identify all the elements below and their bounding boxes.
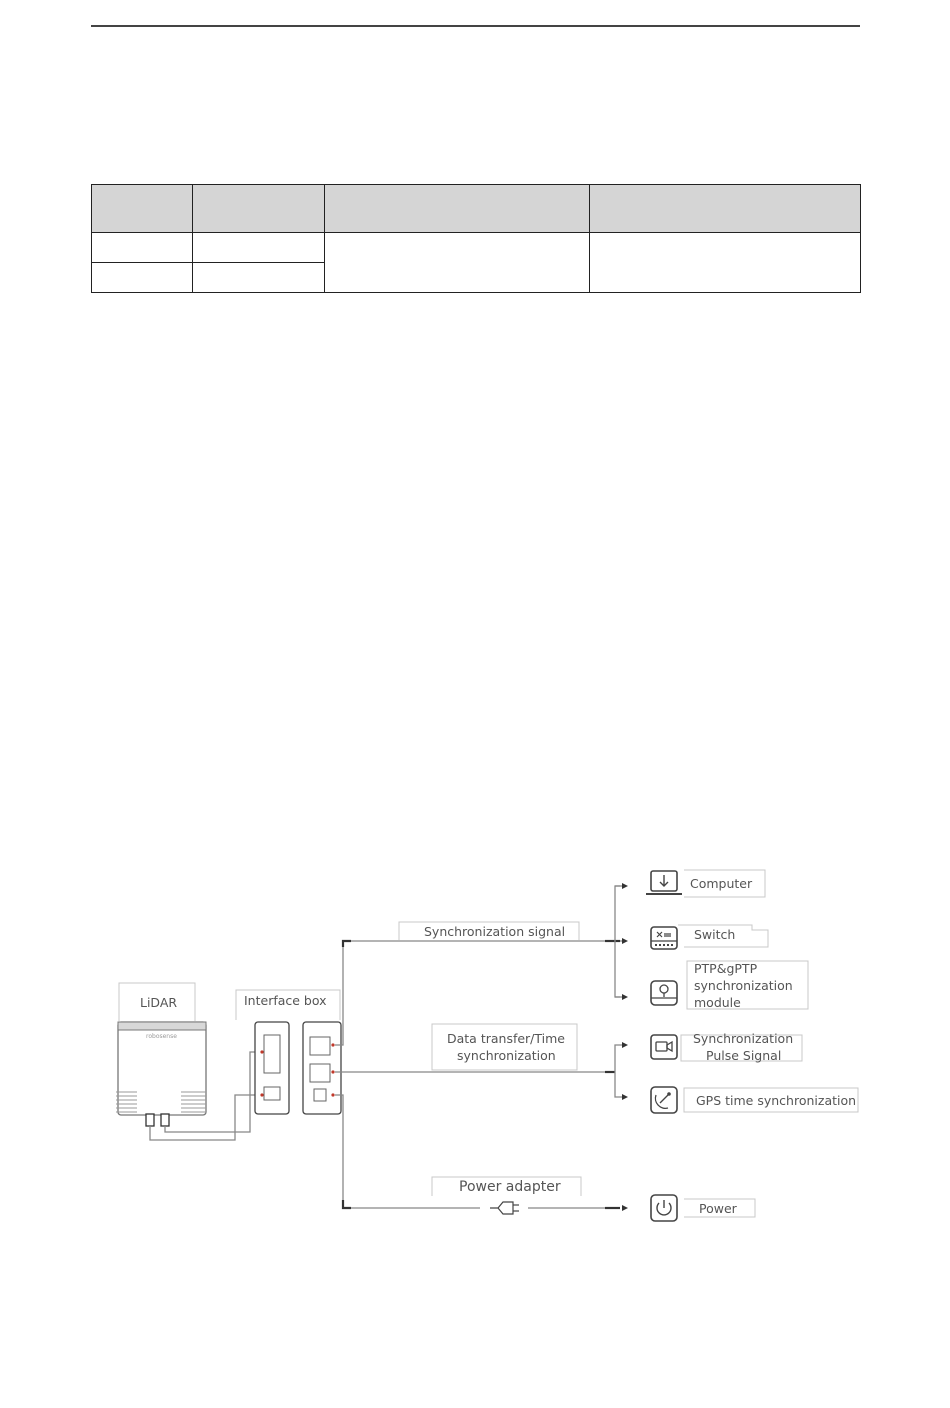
- sync-signal-label-box: [399, 922, 579, 940]
- data-transfer-label-line1: Data transfer/Time: [447, 1031, 565, 1046]
- ptp-module-icon: [651, 981, 677, 1005]
- ptp-label-line2: synchronization: [694, 978, 793, 993]
- switch-label-box: [678, 925, 768, 947]
- computer-icon: [646, 871, 682, 894]
- interface-box: [255, 1022, 341, 1114]
- interface-box-label: Interface box: [244, 993, 327, 1008]
- sync-pulse-label-line2: Pulse Signal: [706, 1048, 782, 1063]
- power-adapter-label-box: [432, 1177, 581, 1196]
- ptp-label-box: [687, 961, 808, 1010]
- satellite-icon: [651, 1087, 677, 1113]
- lidar-brand-text: robosense: [146, 1033, 177, 1040]
- plug-icon: [490, 1202, 519, 1214]
- power-label-box: [684, 1199, 755, 1217]
- sync-pulse-label-box: [681, 1031, 802, 1063]
- camera-icon: [651, 1035, 677, 1059]
- gps-label-box: [684, 1088, 858, 1112]
- ptp-label-line1: PTP&gPTP: [694, 961, 758, 976]
- power-icon: [651, 1195, 677, 1221]
- data-transfer-label-line2: synchronization: [457, 1048, 556, 1063]
- data-transfer-label-box: [432, 1024, 577, 1070]
- sync-signal-label: Synchronization signal: [424, 924, 566, 939]
- switch-label: Switch: [694, 927, 736, 942]
- lidar-label: LiDAR: [140, 995, 178, 1010]
- sync-pulse-label-line1: Synchronization: [693, 1031, 794, 1046]
- power-adapter-label: Power adapter: [459, 1179, 561, 1195]
- computer-label-box: [684, 870, 765, 897]
- switch-icon: [651, 927, 677, 949]
- computer-label: Computer: [690, 876, 753, 891]
- interface-box-label-box: [236, 990, 340, 1020]
- gps-label: GPS time synchronization: [696, 1093, 857, 1108]
- power-label: Power: [699, 1201, 737, 1216]
- ptp-label-line3: module: [694, 995, 741, 1010]
- lidar-device: [116, 1022, 206, 1126]
- lidar-label-box: [119, 983, 195, 1021]
